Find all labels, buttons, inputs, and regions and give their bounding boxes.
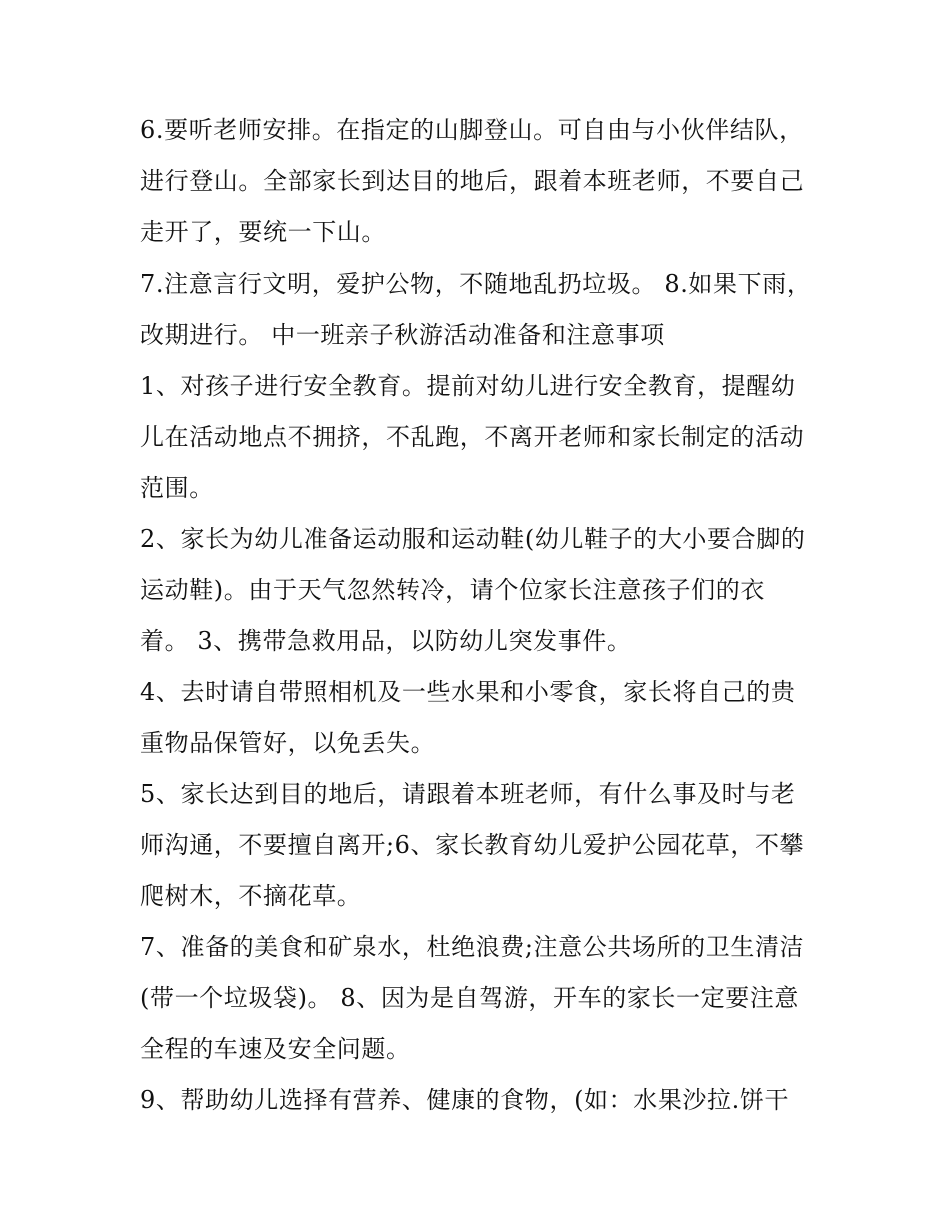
text-line: 7、准备的美食和矿泉水，杜绝浪费;注意公共场所的卫生清洁 [140, 933, 805, 961]
text-line: 着。 3、携带急救用品，以防幼儿突发事件。 [140, 627, 632, 655]
text-line: 爬树木，不摘花草。 [140, 882, 362, 910]
text-line: 1、对孩子进行安全教育。提前对幼儿进行安全教育，提醒幼 [140, 372, 796, 400]
text-line: 改期进行。 中一班亲子秋游活动准备和注意事项 [140, 321, 665, 349]
text-line: 儿在活动地点不拥挤，不乱跑，不离开老师和家长制定的活动 [140, 423, 805, 451]
text-line: 7.注意言行文明，爱护公物，不随地乱扔垃圾。 8.如果下雨， [140, 270, 812, 298]
text-line: 6.要听老师安排。在指定的山脚登山。可自由与小伙伴结队， [140, 116, 804, 144]
text-line: 5、家长达到目的地后，请跟着本班老师，有什么事及时与老 [140, 780, 796, 808]
text-line: 9、帮助幼儿选择有营养、健康的食物，(如：水果沙拉.饼干 [140, 1086, 790, 1114]
text-line: (带一个垃圾袋)。 8、因为是自驾游，开车的家长一定要注意 [140, 984, 800, 1012]
text-line: 全程的车速及安全问题。 [140, 1035, 411, 1063]
text-line: 2、家长为幼儿准备运动服和运动鞋(幼儿鞋子的大小要合脚的 [140, 525, 806, 553]
text-line: 运动鞋)。由于天气忽然转冷，请个位家长注意孩子们的衣 [140, 576, 765, 604]
text-line: 4、去时请自带照相机及一些水果和小零食，家长将自己的贵 [140, 678, 796, 706]
text-line: 师沟通，不要擅自离开;6、家长教育幼儿爱护公园花草，不攀 [140, 831, 805, 859]
text-line: 范围。 [140, 474, 214, 502]
text-line: 走开了，要统一下山。 [140, 218, 386, 246]
text-line: 重物品保管好，以免丢失。 [140, 729, 436, 757]
text-line: 进行登山。全部家长到达目的地后，跟着本班老师，不要自己 [140, 167, 805, 195]
